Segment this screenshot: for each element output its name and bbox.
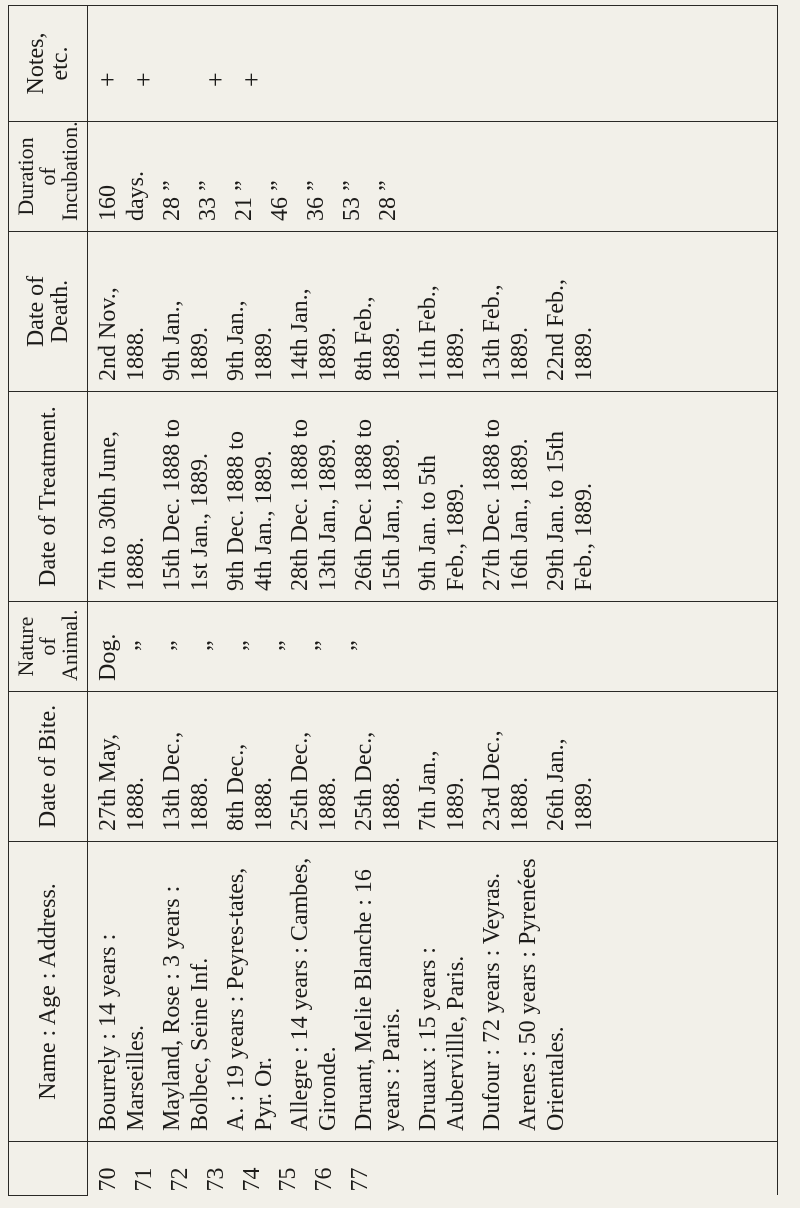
ditto-mark: ” — [167, 640, 193, 651]
notes-mark: + — [237, 72, 266, 87]
treatment-dates: 27th Dec. 1888 to 16th Jan., 1889. — [479, 419, 533, 591]
animal-column — [88, 602, 778, 692]
death-date: 9th Jan., 1889. — [159, 300, 213, 381]
patient-entry: Bourrely : 14 years : Marseilles. — [95, 933, 149, 1131]
bite-date: 7th Jan., 1889. — [415, 750, 469, 831]
incubation-duration: 53 ” — [339, 180, 365, 221]
death-date: 13th Feb., 1889. — [479, 284, 533, 381]
case-number: 70 — [95, 1167, 121, 1192]
case-number: 75 — [275, 1167, 301, 1192]
notes-blank — [274, 16, 302, 111]
death-date: 9th Jan., 1889. — [223, 300, 277, 381]
patient-entry: Dufour : 72 years : Veyras. — [479, 872, 505, 1131]
treatment-dates: 15th Dec. 1888 to 1st Jan., 1889. — [159, 419, 213, 591]
ditto-mark: ” — [203, 640, 229, 651]
ditto-mark: ” — [347, 640, 373, 651]
notes-blank — [310, 16, 338, 111]
death-column — [88, 232, 778, 392]
header-date-of-treatment: Date of Treatment. — [9, 392, 88, 602]
treatment-dates: 26th Dec. 1888 to 15th Jan., 1889. — [351, 419, 405, 591]
patient-entry: Mayland, Rose : 3 years : Bolbec, Seine Inf. — [159, 885, 213, 1131]
bite-date: 13th Dec., 1888. — [159, 731, 213, 831]
patient-entry: Druant, Melie Blanche : 16 years : Paris. — [351, 869, 405, 1131]
case-number: 77 — [347, 1167, 373, 1192]
death-date: 22nd Feb., 1889. — [543, 279, 597, 381]
bite-date: 25th Dec., 1888. — [351, 731, 405, 831]
death-date: 8th Feb., 1889. — [351, 296, 405, 381]
death-date: 11th Feb., 1889. — [415, 285, 469, 381]
death-date: 14th Jan., 1889. — [287, 288, 341, 381]
death-date: 2nd Nov., 1888. — [95, 287, 149, 381]
patient-entry: A. : 19 years : Peyres-tates, Pyr. Or. — [223, 867, 277, 1131]
header-number — [9, 1142, 88, 1196]
animal-type: Dog. — [95, 633, 121, 681]
bite-date: 27th May, 1888. — [95, 733, 149, 831]
incubation-duration: 21 ” — [231, 180, 257, 221]
treatment-dates: 7th to 30th June, 1888. — [95, 431, 149, 591]
notes-blank — [166, 16, 194, 111]
incubation-duration: 28 ” — [159, 180, 185, 221]
header-duration-of-incubation: Duration of Incubation. — [9, 122, 88, 232]
incubation-duration: 46 ” — [267, 180, 293, 221]
patient-entry: Arenes : 50 years : Pyrenées Orientales. — [515, 858, 569, 1131]
case-number: 71 — [131, 1167, 157, 1192]
ditto-mark: ” — [275, 640, 301, 651]
header-date-of-bite: Date of Bite. — [9, 692, 88, 842]
header-nature-of-animal: Nature of Animal. — [9, 602, 88, 692]
header-notes: Notes, etc. — [9, 6, 88, 122]
treatment-column — [88, 392, 778, 602]
notes-mark: + — [93, 72, 122, 87]
patient-entry: Allegre : 14 years : Cambes, Gironde. — [287, 857, 341, 1131]
incubation-duration: 33 ” — [195, 180, 221, 221]
ditto-mark: ” — [239, 640, 265, 651]
notes-mark: + — [129, 72, 158, 87]
number-column — [88, 1142, 778, 1196]
treatment-dates: 29th Jan. to 15th Feb., 1889. — [543, 431, 597, 591]
header-row — [9, 6, 88, 1196]
ditto-mark: ” — [131, 640, 157, 651]
case-number: 76 — [311, 1167, 337, 1192]
bite-date: 8th Dec., 1888. — [223, 743, 277, 831]
treatment-dates: 28th Dec. 1888 to 13th Jan., 1889. — [287, 419, 341, 591]
incubation-duration: 36 ” — [303, 180, 329, 221]
case-number: 74 — [239, 1167, 265, 1192]
notes-blank — [346, 16, 374, 111]
incubation-duration: 28 ” — [375, 180, 401, 221]
header-name-age-address: Name : Age : Address. — [9, 842, 88, 1142]
rabies-cases-table — [8, 5, 778, 1196]
bite-date: 23rd Dec., 1888. — [479, 730, 533, 831]
name-column — [88, 842, 778, 1142]
bite-date-column — [88, 692, 778, 842]
incubation-column — [88, 122, 778, 232]
case-number: 72 — [167, 1167, 193, 1192]
bite-date: 25th Dec., 1888. — [287, 731, 341, 831]
incubation-duration: 160 days. — [95, 171, 149, 221]
ditto-mark: ” — [311, 640, 337, 651]
patient-entry: Druaux : 15 years : Aubervillle, Paris. — [415, 947, 469, 1131]
treatment-dates: 9th Jan. to 5th Feb., 1889. — [415, 455, 469, 591]
bite-date: 26th Jan., 1889. — [543, 738, 597, 831]
treatment-dates: 9th Dec. 1888 to 4th Jan., 1889. — [223, 431, 277, 591]
header-date-of-death: Date of Death. — [9, 232, 88, 392]
table-body-row — [88, 6, 778, 1196]
case-number: 73 — [203, 1167, 229, 1192]
notes-column — [88, 6, 778, 122]
notes-mark: + — [201, 72, 230, 87]
